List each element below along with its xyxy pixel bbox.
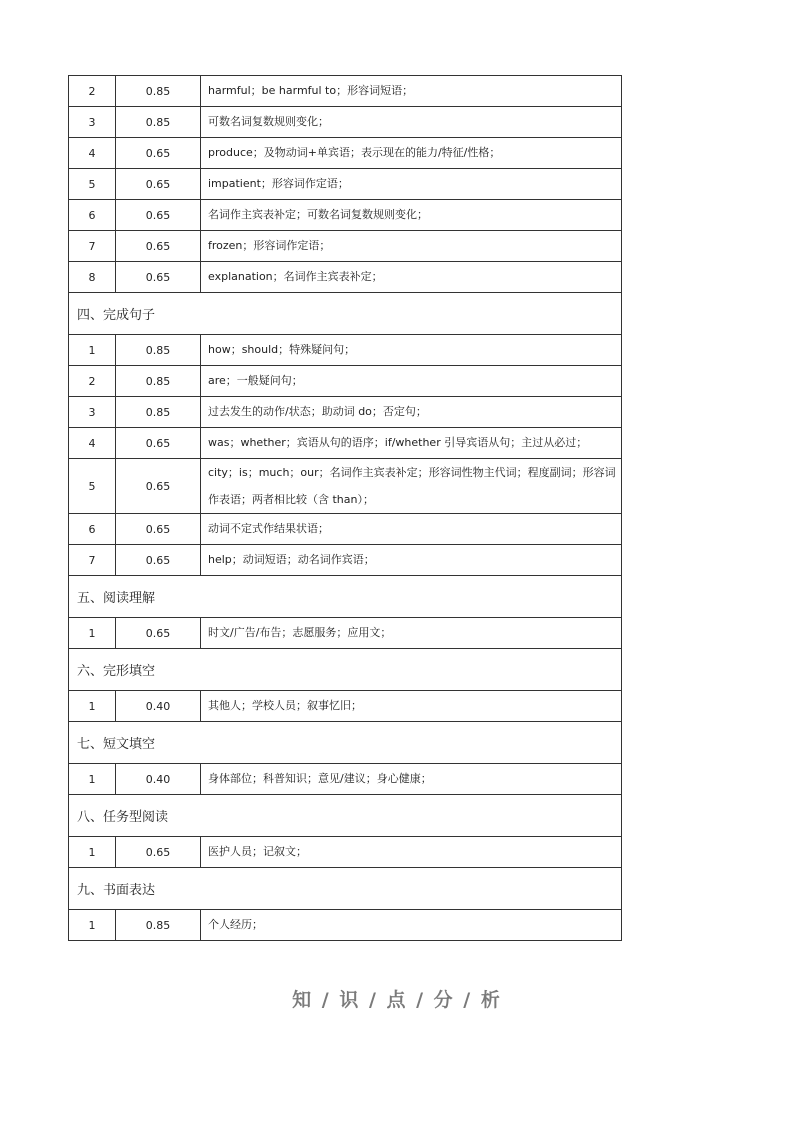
table-row xyxy=(69,514,622,545)
section-title: 四、完成句子 xyxy=(69,293,622,335)
score-rate-cell: 0.85 xyxy=(116,76,201,107)
knowledge-point-cell: 其他人；学校人员；叙事忆旧； xyxy=(201,691,622,722)
section-header-row xyxy=(69,649,622,691)
score-rate-cell: 0.65 xyxy=(116,262,201,293)
section-title: 五、阅读理解 xyxy=(69,576,622,618)
table-row xyxy=(69,837,622,868)
knowledge-point-cell: explanation；名词作主宾表补定； xyxy=(201,262,622,293)
question-number-cell: 4 xyxy=(69,138,116,169)
knowledge-point-cell: help；动词短语；动名词作宾语； xyxy=(201,545,622,576)
analysis-table-body xyxy=(69,76,622,941)
question-number-cell: 1 xyxy=(69,691,116,722)
question-number-cell: 6 xyxy=(69,200,116,231)
table-row xyxy=(69,200,622,231)
knowledge-point-cell: frozen；形容词作定语； xyxy=(201,231,622,262)
question-number-cell: 8 xyxy=(69,262,116,293)
knowledge-point-cell: city；is；much；our；名词作主宾表补定；形容词性物主代词；程度副词；形容词作表语；两者相比较（含 than）； xyxy=(201,459,622,514)
score-rate-cell: 0.65 xyxy=(116,428,201,459)
table-row xyxy=(69,545,622,576)
knowledge-point-cell: 身体部位；科普知识；意见/建议；身心健康； xyxy=(201,764,622,795)
question-number-cell: 5 xyxy=(69,459,116,514)
table-row xyxy=(69,366,622,397)
section-header-row xyxy=(69,722,622,764)
score-rate-cell: 0.65 xyxy=(116,459,201,514)
score-rate-cell: 0.85 xyxy=(116,366,201,397)
score-rate-cell: 0.85 xyxy=(116,910,201,941)
score-rate-cell: 0.65 xyxy=(116,231,201,262)
table-row xyxy=(69,76,622,107)
knowledge-point-cell: 时文/广告/布告；志愿服务；应用文； xyxy=(201,618,622,649)
question-number-cell: 7 xyxy=(69,545,116,576)
score-rate-cell: 0.65 xyxy=(116,138,201,169)
analysis-table-container xyxy=(68,75,622,941)
score-rate-cell: 0.65 xyxy=(116,618,201,649)
section-title: 六、完形填空 xyxy=(69,649,622,691)
table-row xyxy=(69,618,622,649)
score-rate-cell: 0.85 xyxy=(116,335,201,366)
table-row xyxy=(69,169,622,200)
knowledge-point-cell: 个人经历； xyxy=(201,910,622,941)
table-row xyxy=(69,107,622,138)
question-number-cell: 4 xyxy=(69,428,116,459)
question-number-cell: 1 xyxy=(69,837,116,868)
knowledge-point-cell: 动词不定式作结果状语； xyxy=(201,514,622,545)
table-row xyxy=(69,397,622,428)
section-header-row xyxy=(69,576,622,618)
table-row xyxy=(69,138,622,169)
score-rate-cell: 0.85 xyxy=(116,397,201,428)
score-rate-cell: 0.65 xyxy=(116,545,201,576)
knowledge-point-cell: 可数名词复数规则变化； xyxy=(201,107,622,138)
question-number-cell: 2 xyxy=(69,366,116,397)
question-number-cell: 1 xyxy=(69,764,116,795)
knowledge-point-cell: how；should；特殊疑问句； xyxy=(201,335,622,366)
question-number-cell: 6 xyxy=(69,514,116,545)
knowledge-point-cell: impatient；形容词作定语； xyxy=(201,169,622,200)
knowledge-point-cell: 过去发生的动作/状态；助动词 do；否定句； xyxy=(201,397,622,428)
section-header-row xyxy=(69,795,622,837)
question-number-cell: 7 xyxy=(69,231,116,262)
question-number-cell: 1 xyxy=(69,618,116,649)
table-row xyxy=(69,335,622,366)
section-title: 九、书面表达 xyxy=(69,868,622,910)
table-row xyxy=(69,231,622,262)
question-number-cell: 1 xyxy=(69,910,116,941)
section-title: 七、短文填空 xyxy=(69,722,622,764)
section-header-row xyxy=(69,868,622,910)
table-row xyxy=(69,262,622,293)
score-rate-cell: 0.65 xyxy=(116,514,201,545)
table-row xyxy=(69,459,622,514)
score-rate-cell: 0.65 xyxy=(116,837,201,868)
table-row xyxy=(69,428,622,459)
knowledge-point-cell: harmful；be harmful to；形容词短语； xyxy=(201,76,622,107)
question-number-cell: 3 xyxy=(69,397,116,428)
question-number-cell: 5 xyxy=(69,169,116,200)
score-rate-cell: 0.40 xyxy=(116,691,201,722)
table-row xyxy=(69,691,622,722)
question-number-cell: 3 xyxy=(69,107,116,138)
knowledge-point-cell: produce；及物动词+单宾语；表示现在的能力/特征/性格； xyxy=(201,138,622,169)
section-title: 八、任务型阅读 xyxy=(69,795,622,837)
score-rate-cell: 0.40 xyxy=(116,764,201,795)
question-number-cell: 1 xyxy=(69,335,116,366)
knowledge-point-cell: 名词作主宾表补定；可数名词复数规则变化； xyxy=(201,200,622,231)
score-rate-cell: 0.85 xyxy=(116,107,201,138)
question-number-cell: 2 xyxy=(69,76,116,107)
section-header-row xyxy=(69,293,622,335)
analysis-table xyxy=(68,75,622,941)
knowledge-point-cell: are；一般疑问句； xyxy=(201,366,622,397)
section-heading-knowledge-analysis: 知 / 识 / 点 / 分 / 析 xyxy=(292,989,502,1011)
table-row xyxy=(69,910,622,941)
knowledge-point-cell: 医护人员；记叙文； xyxy=(201,837,622,868)
score-rate-cell: 0.65 xyxy=(116,169,201,200)
table-row xyxy=(69,764,622,795)
knowledge-point-cell: was；whether；宾语从句的语序；if/whether 引导宾语从句；主过从必过； xyxy=(201,428,622,459)
score-rate-cell: 0.65 xyxy=(116,200,201,231)
